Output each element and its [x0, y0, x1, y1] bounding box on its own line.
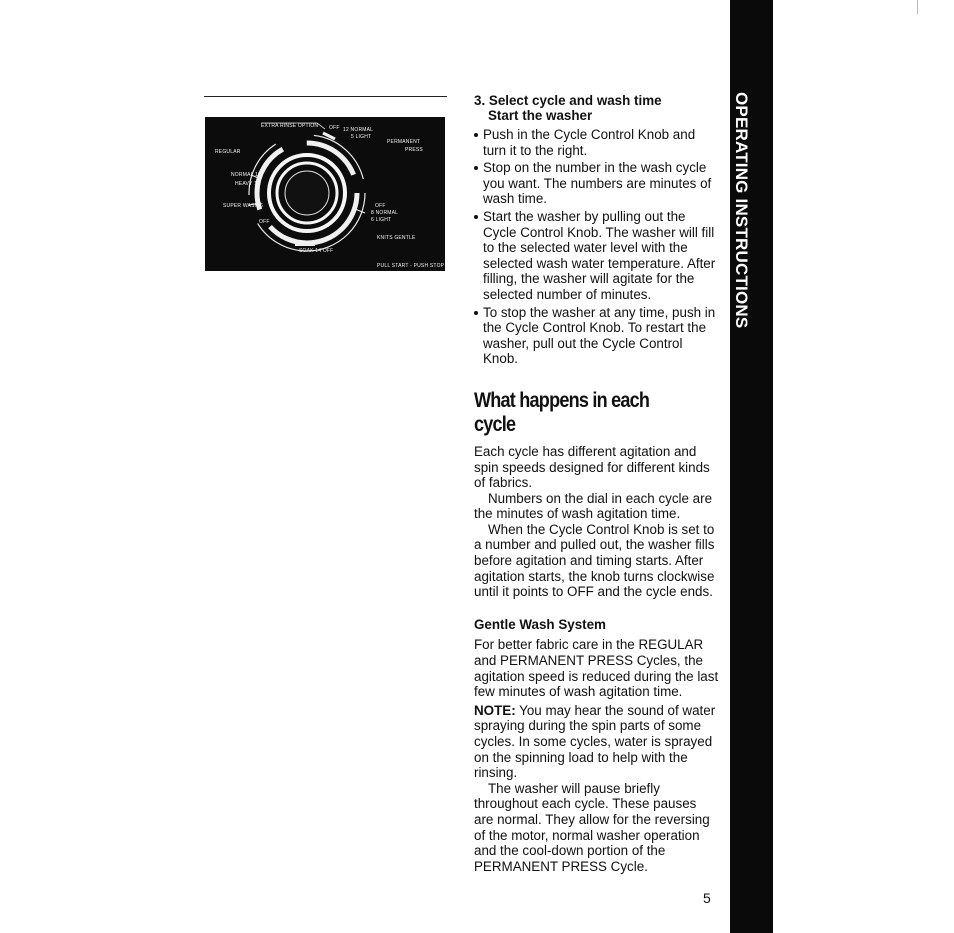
gentle-paragraph: For better fabric care in the REGULAR and PERMANENT PRESS Cycles, the agitation speed is reduced during the last few minutes of wash agitation time. — [474, 637, 719, 700]
dial-label-off-right: OFF — [375, 203, 386, 209]
dial-label-heavy-14: HEAVY 14 — [235, 181, 261, 187]
step-3-heading — [474, 93, 719, 123]
note-text: You may hear the sound of water spraying during the spin parts of some cycles. In some cycles, water is sprayed on the spinning load to help with the rinsing. — [474, 702, 716, 781]
gentle-note — [474, 703, 719, 781]
step-3-bullet-list — [474, 127, 719, 367]
dial-label-light-6: 6 LIGHT — [371, 217, 392, 223]
cycles-paragraph: When the Cycle Control Knob is set to a number and pulled out, the washer fills before agitation and timing starts. After agitation starts, the knob turns clockwise until it points to OFF and the cycle ends. — [474, 521, 715, 600]
dial-label-normal-10: NORMAL 10 — [231, 172, 261, 178]
step-3-bullet: Start the washer by pulling out the Cycle Control Knob. The washer will fill to the selected water level with the selected wash water temperature. After filling, the washer will agitate for the selected number of minutes. — [474, 209, 719, 303]
side-tab-label: OPERATING INSTRUCTIONS — [732, 92, 751, 329]
dial-label-normal-12: 12 NORMAL — [343, 127, 374, 133]
gentle-wash-title: Gentle Wash System — [474, 616, 606, 632]
step-3-bullet: To stop the washer at any time, push in the Cycle Control Knob. To restart the washer, pull out the Cycle Control Knob. — [474, 305, 719, 367]
dial-label-soak-14-off: SOAK 14 OFF — [299, 248, 334, 254]
step-3-bullet: Stop on the number in the wash cycle you want. The numbers are minutes of wash time. — [474, 160, 719, 207]
dial-label-pull-start: PULL START - PUSH STOP — [377, 263, 445, 269]
dial-label-off-top: OFF — [329, 125, 340, 131]
dial-label-4: 4 — [291, 239, 295, 245]
dial-label-off-left: OFF — [259, 219, 270, 225]
instructions-column — [474, 93, 719, 874]
note-label: NOTE: — [474, 702, 516, 718]
top-rule — [204, 96, 447, 97]
dial-label-permanent: PERMANENT — [387, 139, 421, 145]
cycles-paragraph: Each cycle has different agitation and spin speeds designed for different kinds of fabrics. — [474, 443, 710, 491]
dial-label-regular: REGULAR — [215, 149, 241, 155]
gentle-paragraph: The washer will pause briefly throughout each cycle. These pauses are normal. They allow for the reversing of the motor, normal washer operation and the cool-down portion of the PERMANENT PRESS Cycle. — [474, 780, 710, 874]
step-3-bullet: Push in the Cycle Control Knob and turn it to the right. — [474, 127, 719, 158]
dial-label-extra-rinse: EXTRA RINSE OPTION — [261, 123, 319, 129]
dial-label-light-5: 5 LIGHT — [351, 134, 372, 140]
cycles-paragraph: Numbers on the dial in each cycle are the minutes of wash agitation time. — [474, 490, 713, 522]
step-3-heading-line1: 3. Select cycle and wash time — [474, 93, 662, 108]
crop-mark — [917, 0, 918, 14]
dial-label-knits-gentle: KNITS GENTLE — [377, 235, 416, 241]
cycle-control-dial-illustration — [205, 117, 445, 271]
page-number: 5 — [703, 890, 711, 906]
step-3-heading-line2: Start the washer — [488, 108, 593, 123]
side-tab — [730, 0, 773, 933]
dial-label-press: PRESS — [405, 147, 423, 153]
dial-label-normal-8: 8 NORMAL — [371, 210, 399, 216]
cycles-section-title: What happens in each cycle — [474, 388, 650, 436]
dial-label-super-wash-6: SUPER WASH 6 — [223, 203, 264, 209]
